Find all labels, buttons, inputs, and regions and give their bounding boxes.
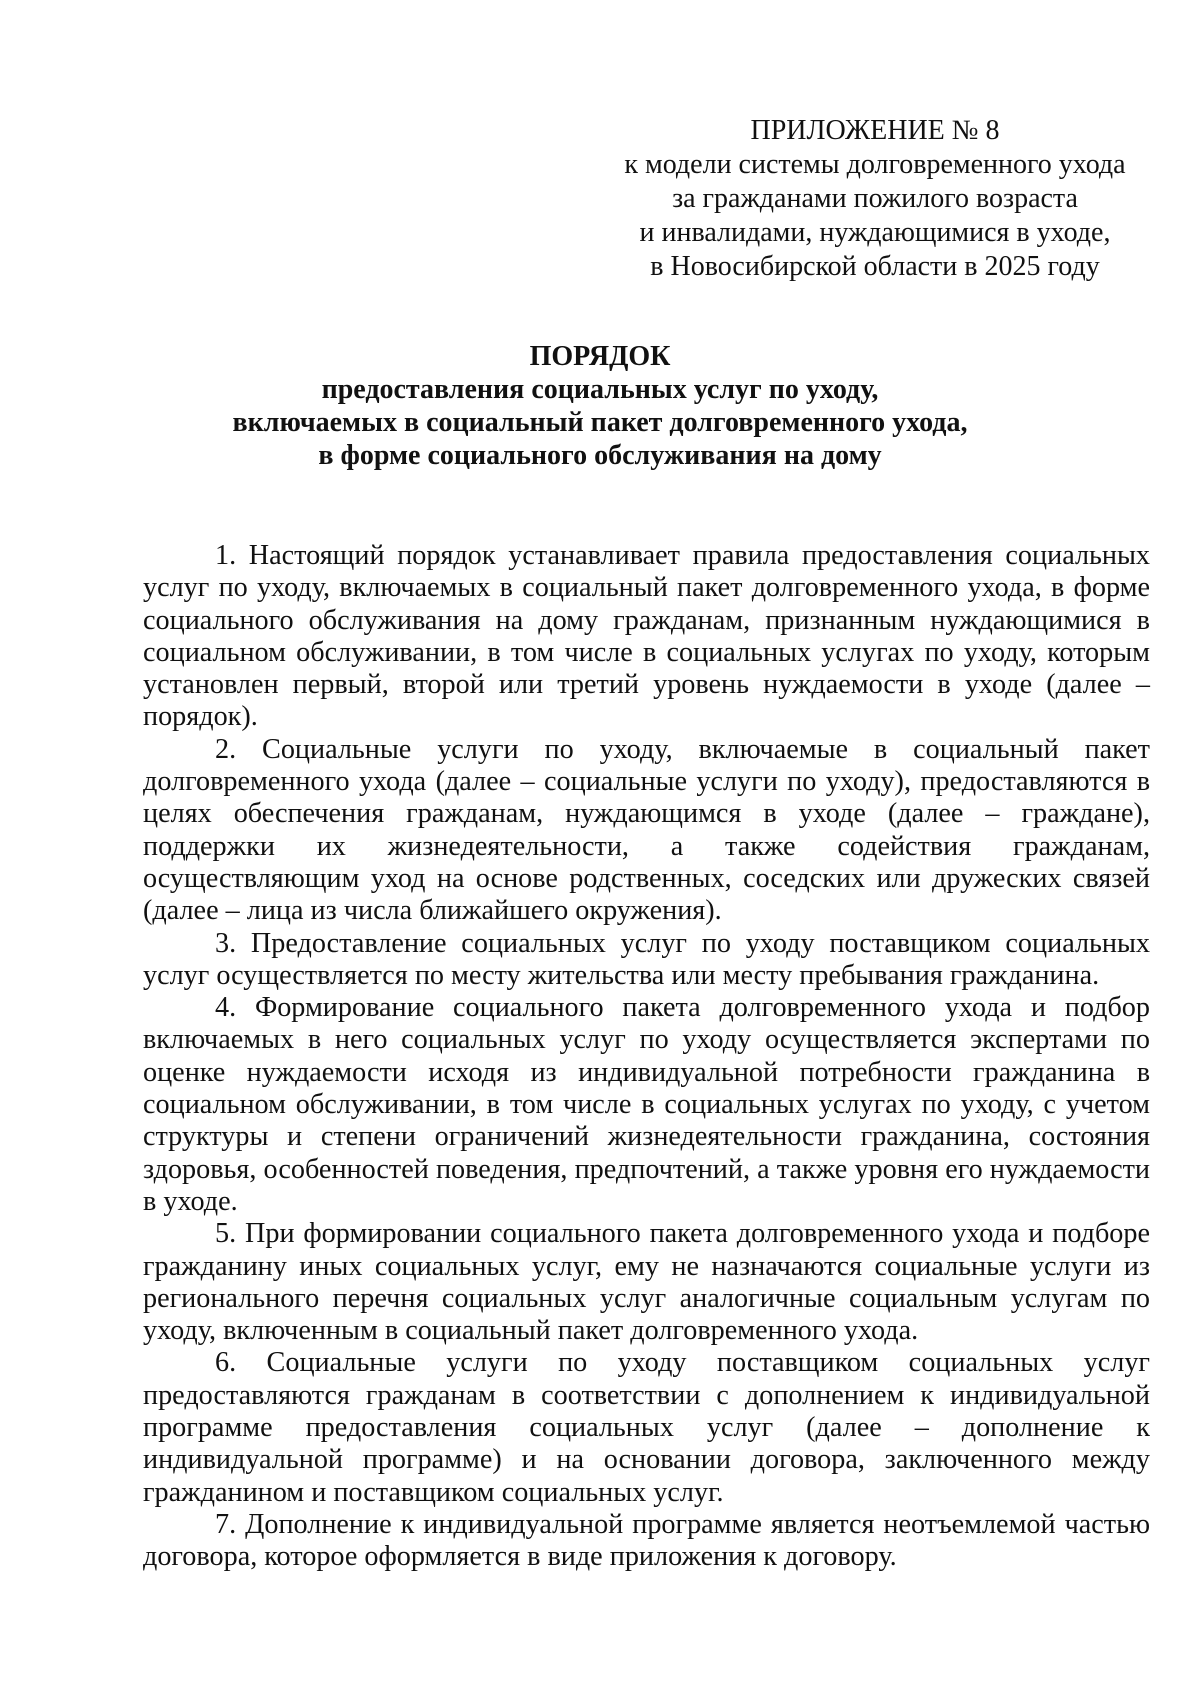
heading-line: включаемых в социальный пакет долговременного ухода, xyxy=(232,407,968,438)
paragraph-6: 6. Социальные услуги по уходу поставщиком социальных услуг предоставляются гражданам в соответствии с дополнением к индивидуальной программе предоставления социальных услуг (далее – дополнение к индивидуальной программе) и на основании договора, заключенного между гражданином и поставщиком социальных услуг. xyxy=(143,1347,1150,1508)
appendix-number: ПРИЛОЖЕНИЕ № 8 xyxy=(750,115,1000,146)
heading-line: предоставления социальных услуг по уходу, xyxy=(321,374,879,405)
heading-title: ПОРЯДОК xyxy=(529,341,671,372)
paragraph-2: 2. Социальные услуги по уходу, включаемые в социальный пакет долговременного ухода (далее – социальные услуги по уходу), предоставляются в целях обеспечения гражданам, нуждающимся в уходе (далее – граждане), поддержки их жизнедеятельности, а также содействия гражданам, осуществляющим уход на основе родственных, соседских или дружеских связей (далее – лица из числа ближайшего окружения). xyxy=(143,733,1150,927)
paragraph-5: 5. При формировании социального пакета долговременного ухода и подборе гражданину иных социальных услуг, ему не назначаются социальные услуги из регионального перечня социальных услуг аналогичные социальным услугам по уходу, включенным в социальный пакет долговременного ухода. xyxy=(143,1218,1150,1347)
paragraph-7: 7. Дополнение к индивидуальной программе является неотъемлемой частью договора, которое оформляется в виде приложения к договору. xyxy=(143,1508,1150,1573)
appendix-line: в Новосибирской области в 2025 году xyxy=(650,251,1100,282)
appendix-line: за гражданами пожилого возраста xyxy=(672,183,1078,214)
paragraph-3: 3. Предоставление социальных услуг по уходу поставщиком социальных услуг осуществляется по месту жительства или месту пребывания гражданина. xyxy=(143,927,1150,991)
document-body xyxy=(143,540,1150,1574)
appendix-line: к модели системы долговременного ухода xyxy=(624,149,1126,180)
appendix-block xyxy=(590,114,1160,284)
paragraph-4: 4. Формирование социального пакета долговременного ухода и подбор включаемых в него социальных услуг по уходу осуществляется экспертами по оценке нуждаемости исходя из индивидуальной потребности гражданина в социальном обслуживании, в том числе в социальных услугах по уходу, с учетом структуры и степени ограничений жизнедеятельности гражданина, состояния здоровья, особенностей поведения, предпочтений, а также уровня его нуждаемости в уходе. xyxy=(143,992,1150,1217)
heading-line: в форме социального обслуживания на дому xyxy=(318,440,882,471)
paragraph-1: 1. Настоящий порядок устанавливает правила предоставления социальных услуг по уходу, включаемых в социальный пакет долговременного ухода, в форме социального обслуживания на дому гражданам, признанным нуждающимися в социальном обслуживании, в том числе в социальных услугах по уходу, которым установлен первый, второй или третий уровень нуждаемости в уходе (далее – порядок). xyxy=(143,540,1150,733)
appendix-line: и инвалидами, нуждающимися в уходе, xyxy=(639,217,1111,248)
document-heading xyxy=(150,340,1050,472)
